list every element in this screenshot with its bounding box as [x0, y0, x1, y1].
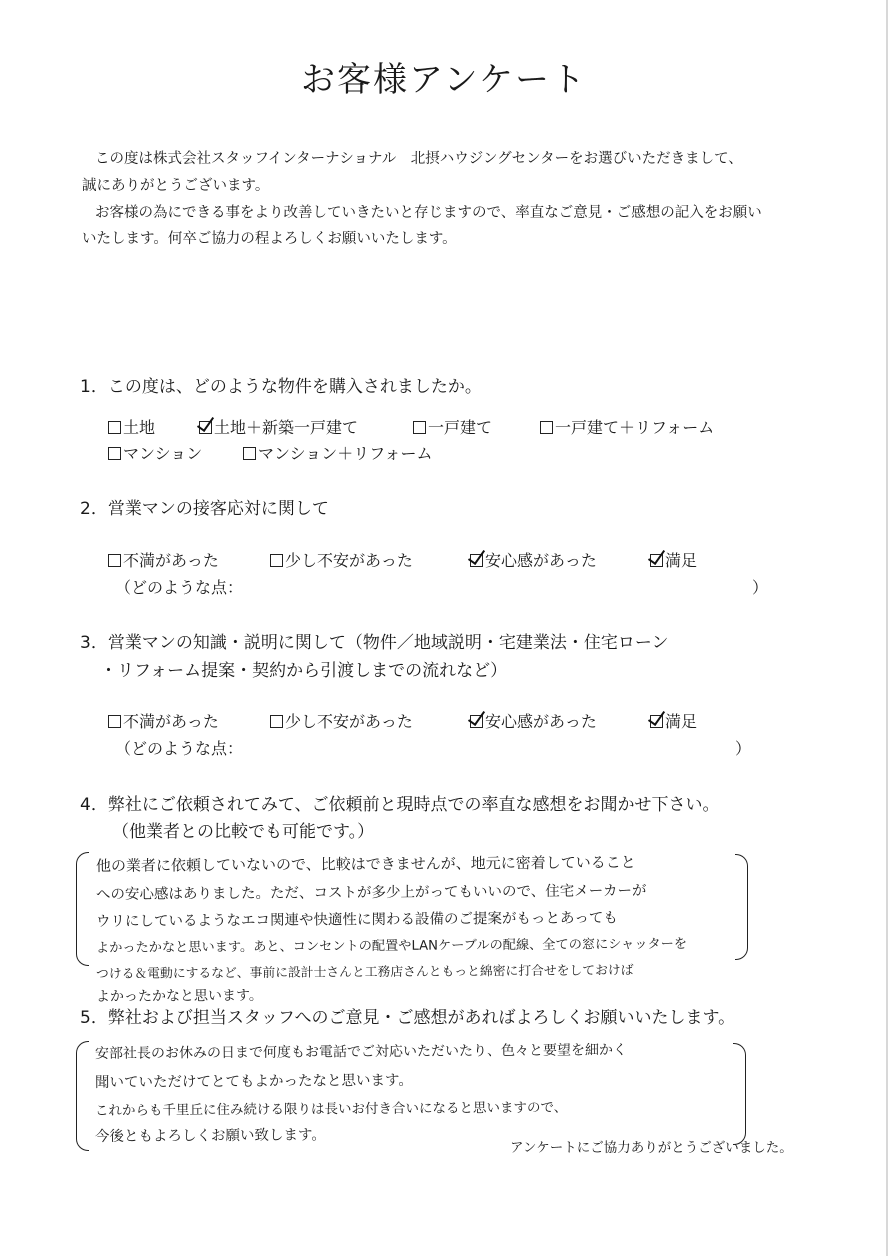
question-3-line-2: ・リフォーム提案・契約から引渡しまでの流れなど）	[100, 661, 508, 681]
q5-answer-bracket-right	[733, 1043, 746, 1145]
q3-option-reassured[interactable]: 安心感があった	[470, 709, 597, 732]
checkbox[interactable]	[108, 447, 121, 460]
checkbox[interactable]	[270, 554, 283, 567]
q2-detail-label: （どのような点：	[115, 578, 244, 597]
q2-option-reassured[interactable]: 安心感があった	[470, 548, 597, 571]
checkbox-checked[interactable]	[199, 421, 212, 434]
q2-option-slightly-uneasy[interactable]: 少し不安があった	[270, 548, 413, 571]
q1-option-mansion-reform[interactable]: マンション＋リフォーム	[243, 441, 432, 464]
q3-detail-close: ）	[735, 739, 752, 758]
question-1: 1．この度は、どのような物件を購入されましたか。	[80, 377, 482, 397]
q4-answer-line-6: よかったかなと思います。	[95, 987, 263, 1005]
intro-line-3: お客様の為にできる事をより改善していきたいと存じますので、率直なご意見・ご感想の記入をお願い	[95, 205, 762, 221]
checkbox-checked[interactable]	[650, 554, 663, 567]
intro-line-1: この度は株式会社スタッフインターナショナル 北摂ハウジングセンターをお選びいただきまして、	[95, 151, 743, 167]
checkbox[interactable]	[243, 447, 256, 460]
checkbox-checked[interactable]	[470, 715, 483, 728]
question-5: 5．弊社および担当スタッフへのご意見・ご感想があればよろしくお願いいたします。	[80, 1008, 736, 1028]
q5-answer-line-4: 今後ともよろしくお願い致します。	[94, 1127, 326, 1145]
q5-answer-bracket-left	[76, 1041, 89, 1151]
checkbox[interactable]	[108, 715, 121, 728]
q4-answer-line-3: ウリにしているようなエコ関連や快適性に関わる設備のご提案がもっとあっても	[95, 910, 618, 930]
checkbox-checked[interactable]	[650, 715, 663, 728]
q4-answer-line-4: よかったかなと思います。あと、コンセントの配置やLANケーブルの配線、全ての窓にシャッターを	[95, 936, 688, 956]
q5-answer-line-3: これからも千里丘に住み続ける限りは長いお付き合いになると思いますので、	[94, 1099, 568, 1119]
q3-detail-label: （どのような点：	[115, 739, 244, 758]
question-4-line-2: （他業者との比較でも可能です。）	[112, 822, 375, 842]
intro-line-4: いたします。何卒ご協力の程よろしくお願いいたします。	[82, 231, 457, 247]
q1-option-land-new-house[interactable]: 土地＋新築一戸建て	[199, 415, 358, 438]
q3-option-satisfied[interactable]: 満足	[650, 709, 697, 732]
page-title: お客様アンケート	[301, 60, 587, 100]
q1-option-land[interactable]: 土地	[108, 415, 155, 438]
checkbox[interactable]	[108, 421, 121, 434]
q2-option-dissatisfied[interactable]: 不満があった	[108, 548, 219, 571]
q4-answer-bracket-right	[735, 854, 748, 960]
q4-answer-line-2: への安心感はありました。ただ、コストが多少上がってもいいので、住宅メーカーが	[95, 883, 647, 903]
thank-you-footer: アンケートにご協力ありがとうございました。	[510, 1140, 793, 1156]
checkbox[interactable]	[270, 715, 283, 728]
q5-answer-line-1: 安部社長のお休みの日まで何度もお電話でご対応いただいたり、色々と要望を細かく	[94, 1042, 628, 1062]
q3-option-dissatisfied[interactable]: 不満があった	[108, 709, 219, 732]
q4-answer-line-1: 他の業者に依頼していないので、比較はできませんが、地元に密着していること	[95, 853, 636, 875]
q1-option-mansion[interactable]: マンション	[108, 441, 202, 464]
question-3-line-1: 3．営業マンの知識・説明に関して（物件／地域説明・宅建業法・住宅ローン	[80, 633, 669, 653]
checkbox-checked[interactable]	[470, 554, 483, 567]
checkbox[interactable]	[540, 421, 553, 434]
checkbox[interactable]	[108, 554, 121, 567]
checkbox[interactable]	[413, 421, 426, 434]
q4-answer-line-5: つける＆電動にするなど、事前に設計士さんと工務店さんともっと綿密に打合せをしておけば	[95, 963, 634, 982]
q1-option-house-reform[interactable]: 一戸建て＋リフォーム	[540, 415, 714, 438]
question-2: 2．営業マンの接客応対に関して	[80, 499, 329, 519]
q1-option-house[interactable]: 一戸建て	[413, 415, 492, 438]
question-4-line-1: 4．弊社にご依頼されてみて、ご依頼前と現時点での率直な感想をお聞かせ下さい。	[80, 795, 720, 815]
intro-line-2: 誠にありがとうございます。	[82, 178, 270, 194]
q2-option-satisfied[interactable]: 満足	[650, 548, 697, 571]
q4-answer-bracket-left	[76, 852, 89, 966]
q5-answer-line-2: 聞いていただけてとてもよかったなと思います。	[94, 1072, 413, 1091]
q2-detail-close: ）	[752, 578, 769, 597]
q3-option-slightly-uneasy[interactable]: 少し不安があった	[270, 709, 413, 732]
